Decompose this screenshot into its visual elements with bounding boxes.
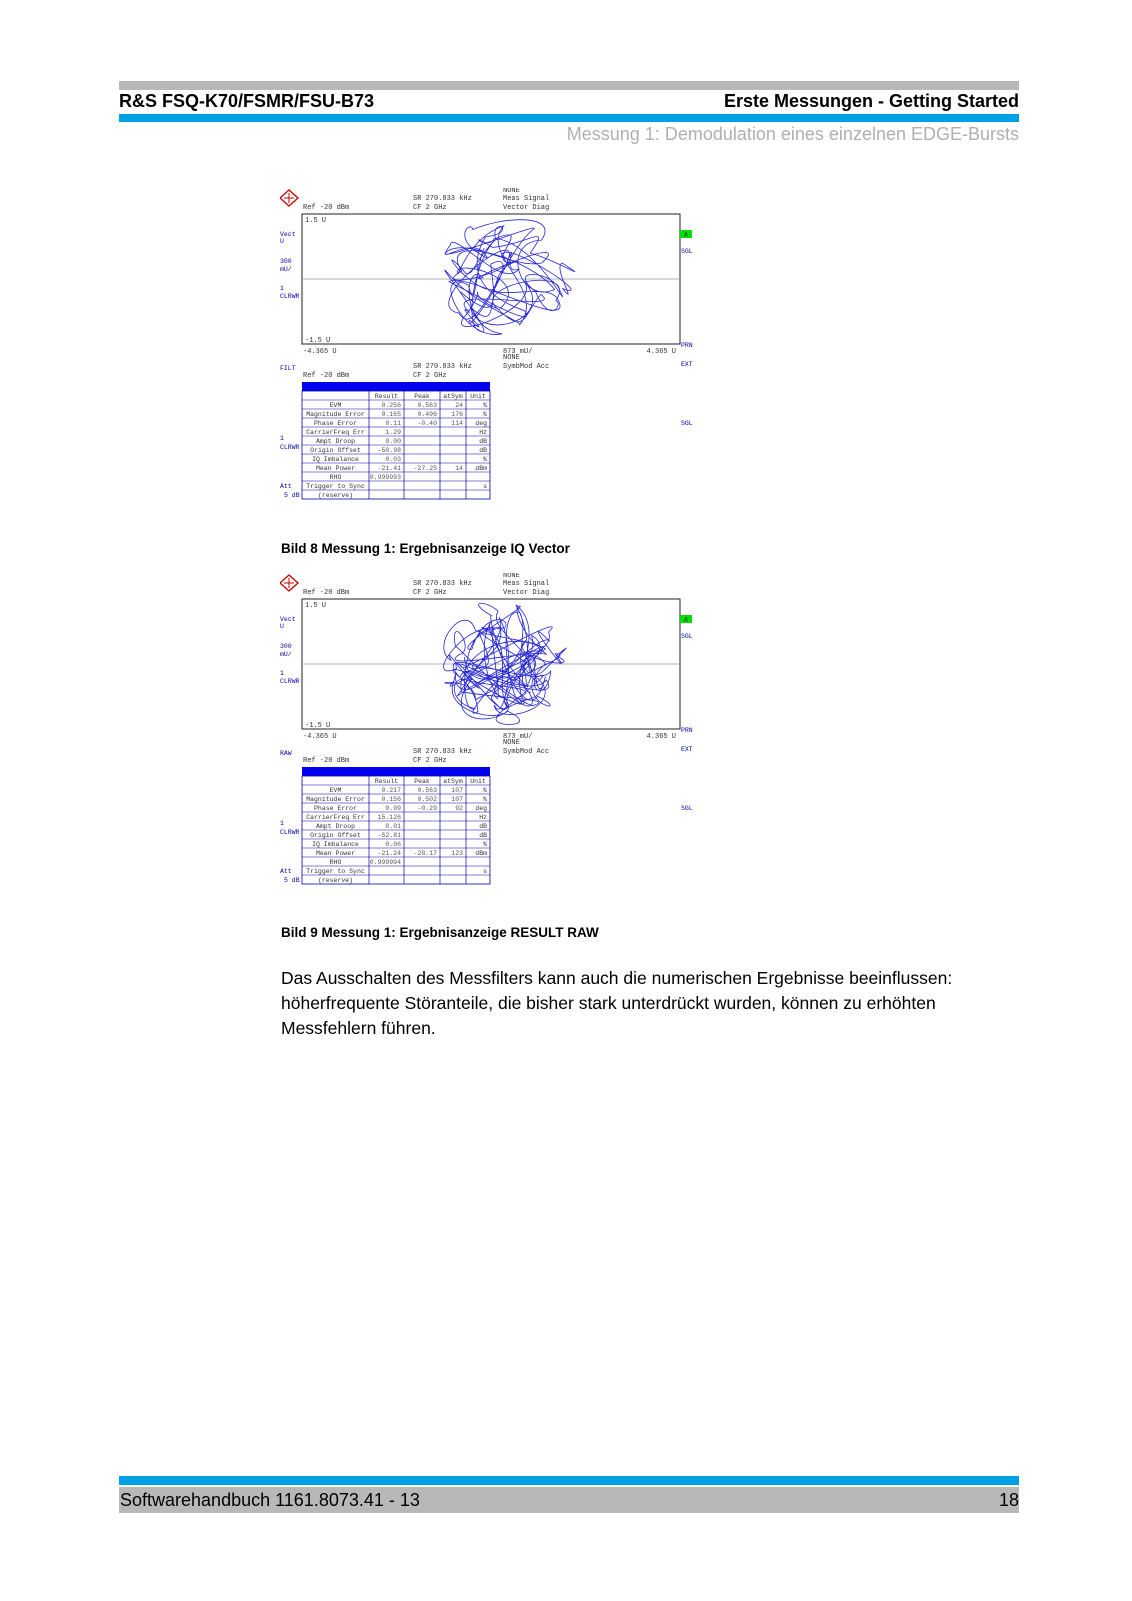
ext-label: EXT — [681, 361, 693, 368]
table-row-label: CarrierFreq Err — [306, 814, 365, 821]
table-row-label: Phase Error — [314, 420, 357, 427]
table-header-cell: atSym — [443, 778, 463, 785]
table-cell: dB — [479, 823, 487, 830]
meas-signal-label: Meas Signal — [503, 580, 550, 588]
table-cell: -27.25 — [413, 465, 437, 472]
analyzer-screen-2 — [280, 573, 720, 898]
table-cell: 15.126 — [377, 814, 401, 821]
table-cell: 0.563 — [417, 787, 437, 794]
table-cell: % — [483, 796, 487, 803]
table-row-label: (reserve) — [317, 877, 354, 884]
x-axis-left-label: -4.365 U — [303, 348, 337, 356]
header-blue-bar — [119, 114, 1019, 122]
table-row-label: IQ Imbalance — [312, 456, 359, 463]
prn-label: PRN — [681, 727, 693, 734]
vector-diag-label: Vector Diag — [503, 204, 550, 212]
table-row-label: (reserve) — [317, 492, 354, 499]
table-row-label: Ampt Droop — [315, 823, 356, 830]
center-frequency-label-lower: CF 2 GHz — [413, 757, 447, 765]
left-side-label: mU/ — [280, 266, 292, 273]
analyzer-screenshot — [280, 573, 720, 898]
left-side-label-lower: CLRWR — [280, 444, 300, 451]
table-cell: 123 — [451, 850, 463, 857]
table-cell: 0.11 — [385, 420, 401, 427]
left-side-label-lower: Att — [280, 483, 292, 490]
symbol-rate-label: SR 270.833 kHz — [413, 580, 472, 588]
marker-none-label: NONE — [503, 573, 520, 580]
left-side-label: CLRWR — [280, 293, 300, 300]
table-cell: 0.496 — [417, 411, 437, 418]
table-row-label: Mean Power — [315, 850, 356, 857]
table-cell: dB — [479, 447, 487, 454]
table-row-label: EVM — [329, 787, 342, 794]
left-side-label-lower: 5 dB — [284, 492, 300, 499]
table-cell: 0.06 — [385, 841, 401, 848]
table-title: MODULATION ACCURACY — [358, 384, 434, 391]
table-cell: -28.17 — [413, 850, 437, 857]
x-axis-right-label: 4.365 U — [646, 733, 676, 741]
table-cell: 1.29 — [385, 429, 401, 436]
table-row-label: Magnitude Error — [306, 411, 365, 418]
x-axis-division-label: 873 mU/ — [503, 348, 533, 356]
symbol-rate-label-lower: SR 270.833 kHz — [413, 363, 472, 371]
table-cell: deg — [475, 420, 487, 427]
table-cell: 0.01 — [385, 823, 401, 830]
trace-a-label: A — [684, 231, 688, 239]
left-side-label: 300 — [280, 643, 292, 650]
table-cell: dBm — [475, 465, 487, 472]
table-cell: % — [483, 787, 487, 794]
table-header-cell: atSym — [443, 393, 463, 400]
table-cell: -50.98 — [377, 447, 401, 454]
left-side-label-lower: 1 — [280, 435, 284, 442]
table-cell: 176 — [451, 411, 463, 418]
figure-caption-2: Bild 9 Messung 1: Ergebnisanzeige RESULT RAW — [281, 925, 599, 940]
center-frequency-label: CF 2 GHz — [413, 204, 447, 212]
body-paragraph: Das Ausschalten des Messfilters kann auch die numerischen Ergebnisse beeinflussen: höherfrequente Störanteile, die bisher stark unterdrückt wurden, können zu erhöhten Messfehlern führen. — [281, 968, 953, 1038]
table-row-label: CarrierFreq Err — [306, 429, 365, 436]
table-row-label: Magnitude Error — [306, 796, 365, 803]
symbmod-acc-label: SymbMod Acc — [503, 363, 550, 371]
left-side-label-lower: 5 dB — [284, 877, 300, 884]
left-side-label: U — [280, 238, 284, 245]
table-cell: s — [483, 483, 487, 490]
table-cell: 0.00 — [385, 438, 401, 445]
table-cell: 0.09 — [385, 805, 401, 812]
left-side-label-lower: CLRWR — [280, 829, 300, 836]
table-header-cell: Unit — [470, 778, 486, 785]
table-cell: 0.999994 — [369, 859, 401, 866]
table-cell: 107 — [451, 787, 463, 794]
table-cell: deg — [475, 805, 487, 812]
left-side-label-lower: Att — [280, 868, 292, 875]
table-row-label: Origin Offset — [310, 832, 361, 839]
table-cell: 0.165 — [381, 411, 401, 418]
table-cell: % — [483, 841, 487, 848]
prn-label: PRN — [681, 342, 693, 349]
table-row-label: Ampt Droop — [315, 438, 356, 445]
table-cell: 0.03 — [385, 456, 401, 463]
y-axis-max-label: 1.5 U — [305, 217, 327, 225]
table-cell: 24 — [455, 402, 463, 409]
symbol-rate-label: SR 270.833 kHz — [413, 195, 472, 203]
meas-signal-label: Meas Signal — [503, 195, 550, 203]
x-axis-right-label: 4.365 U — [646, 348, 676, 356]
analyzer-screenshot — [280, 188, 720, 513]
symbmod-acc-label: SymbMod Acc — [503, 748, 550, 756]
ref-level-label: Ref -20 dBm — [303, 589, 350, 597]
vector-diag-label: Vector Diag — [503, 589, 550, 597]
table-cell: 0.563 — [417, 402, 437, 409]
table-row-label: Trigger to Sync — [306, 868, 365, 875]
header-section-title: Messung 1: Demodulation eines einzelnen EDGE-Bursts — [566, 124, 1019, 144]
table-cell: -21.41 — [377, 465, 401, 472]
footer-document-id: Softwarehandbuch 1161.8073.41 - 13 — [120, 1490, 420, 1510]
table-cell: 0.999993 — [369, 474, 401, 481]
left-side-label: Vect — [280, 231, 296, 238]
table-cell: 0.156 — [381, 796, 401, 803]
table-row-label: IQ Imbalance — [312, 841, 359, 848]
table-title: MODULATION ACCURACY — [358, 769, 434, 776]
center-frequency-label: CF 2 GHz — [413, 589, 447, 597]
y-axis-max-label: 1.5 U — [305, 602, 327, 610]
sgl-label: SGL — [681, 248, 693, 255]
table-cell: -52.81 — [377, 832, 401, 839]
ref-level-label-lower: Ref -20 dBm — [303, 757, 350, 765]
table-row-label: RHO — [329, 859, 342, 866]
left-side-label: mU/ — [280, 651, 292, 658]
marker-none-label-lower: NONE — [503, 354, 520, 362]
table-cell: % — [483, 402, 487, 409]
sgl-label-lower: SGL — [681, 420, 693, 427]
table-cell: 107 — [451, 796, 463, 803]
table-cell: 14 — [455, 465, 463, 472]
sgl-label: SGL — [681, 633, 693, 640]
x-axis-left-label: -4.365 U — [303, 733, 337, 741]
ref-level-label: Ref -20 dBm — [303, 204, 350, 212]
table-row-label: EVM — [329, 402, 342, 409]
sgl-label-lower: SGL — [681, 805, 693, 812]
left-side-label: U — [280, 623, 284, 630]
table-cell: Hz — [479, 429, 487, 436]
table-row-label: Origin Offset — [310, 447, 361, 454]
footer-blue-bar — [119, 1476, 1019, 1485]
left-side-label: 300 — [280, 258, 292, 265]
header-chapter: Erste Messungen - Getting Started — [723, 91, 1019, 111]
table-cell: dB — [479, 438, 487, 445]
table-cell: 0.217 — [381, 787, 401, 794]
table-header-cell: Peak — [414, 778, 430, 785]
left-side-label: 1 — [280, 285, 284, 292]
table-cell: -21.24 — [377, 850, 401, 857]
rs-logo-icon — [280, 575, 298, 591]
table-cell: % — [483, 456, 487, 463]
table-header-cell: Unit — [470, 393, 486, 400]
page-header — [119, 89, 1019, 113]
table-cell: dBm — [475, 850, 487, 857]
table-cell: s — [483, 868, 487, 875]
left-side-label: 1 — [280, 670, 284, 677]
ref-level-label-lower: Ref -20 dBm — [303, 372, 350, 380]
page-number: 18 — [998, 1490, 1019, 1510]
table-cell: 0.256 — [381, 402, 401, 409]
filter-mode-label: RAW — [280, 750, 292, 757]
filter-mode-label: FILT — [280, 365, 296, 372]
center-frequency-label-lower: CF 2 GHz — [413, 372, 447, 380]
analyzer-screen-1 — [280, 188, 720, 513]
table-cell: % — [483, 411, 487, 418]
table-cell: dB — [479, 832, 487, 839]
table-cell: 114 — [451, 420, 463, 427]
table-header-cell: Result — [374, 778, 399, 785]
marker-none-label: NONE — [503, 188, 520, 195]
left-side-label: Vect — [280, 616, 296, 623]
figure-caption-1: Bild 8 Messung 1: Ergebnisanzeige IQ Vector — [281, 541, 570, 556]
left-side-label: CLRWR — [280, 678, 300, 685]
table-row-label: RHO — [329, 474, 342, 481]
header-product: R&S FSQ-K70/FSMR/FSU-B73 — [119, 91, 375, 111]
table-header-cell: Result — [374, 393, 399, 400]
y-axis-min-label: -1.5 U — [305, 337, 331, 345]
table-cell: -0.40 — [417, 420, 437, 427]
symbol-rate-label-lower: SR 270.833 kHz — [413, 748, 472, 756]
table-row-label: Trigger to Sync — [306, 483, 365, 490]
x-axis-division-label: 873 mU/ — [503, 733, 533, 741]
table-header-cell: Peak — [414, 393, 430, 400]
left-side-label-lower: 1 — [280, 820, 284, 827]
rs-logo-icon — [280, 190, 298, 206]
ext-label: EXT — [681, 746, 693, 753]
table-cell: -0.29 — [417, 805, 437, 812]
trace-a-label: A — [684, 616, 688, 624]
table-row-label: Mean Power — [315, 465, 356, 472]
table-cell: 92 — [455, 805, 463, 812]
table-cell: Hz — [479, 814, 487, 821]
table-row-label: Phase Error — [314, 805, 357, 812]
marker-none-label-lower: NONE — [503, 739, 520, 747]
table-cell: 0.502 — [417, 796, 437, 803]
y-axis-min-label: -1.5 U — [305, 722, 331, 730]
